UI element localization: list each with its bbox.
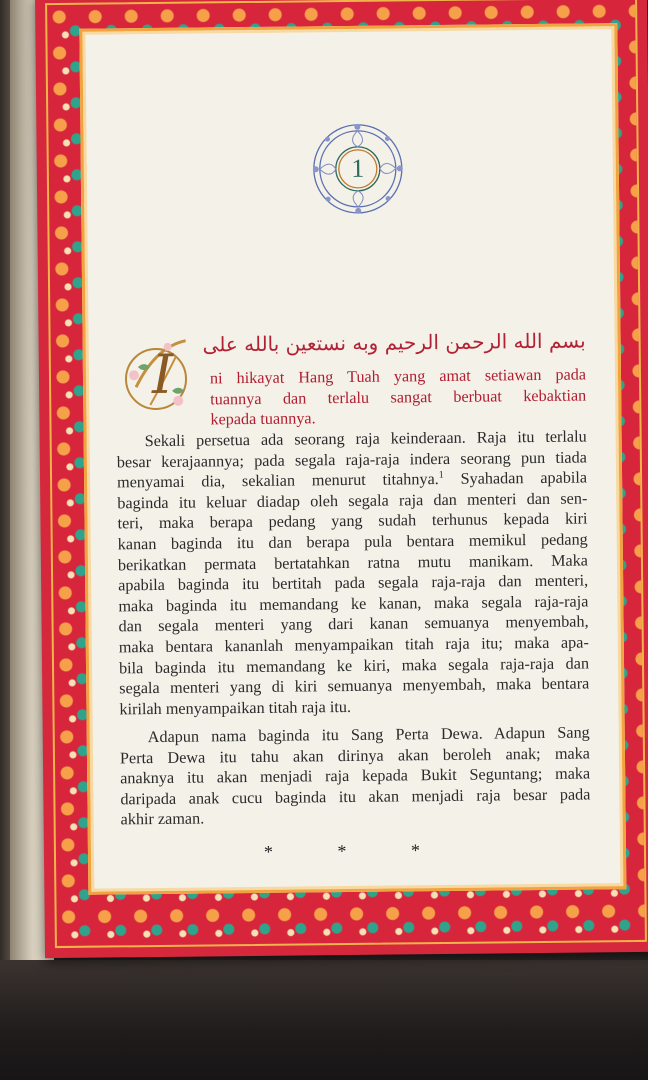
text-line: maka bentara kananlah menyampaikan titah raja itu; maka apa- <box>118 633 589 657</box>
text-segment: menyamai dia, sekalian menurut titahnya. <box>116 470 439 492</box>
dropcap <box>115 326 204 415</box>
text-line: apabila baginda itu bertitah pada segala raja-raja dan menteri, <box>118 571 589 595</box>
opening-line: kepada tuannya. <box>210 409 316 429</box>
text-line: maka baginda itu memandang ke kanan, maka segala raja-raja <box>118 592 589 616</box>
dropcap-letter: I <box>151 342 174 407</box>
text-segment: Syahadan apabila <box>443 468 588 489</box>
floral-dropcap-icon <box>115 326 204 415</box>
opening-paragraph <box>210 364 587 430</box>
background-bottom <box>0 960 648 1080</box>
paragraph-2 <box>120 722 591 830</box>
opening-line: tuannya dan terlalu sangat berbuat kebaktian <box>210 386 587 409</box>
text-line: kanan baginda itu dan berapa pula bentara memikul pedang <box>117 530 588 554</box>
paragraph-1 <box>117 426 590 719</box>
text-line: kirilah menyampaikan titah raja itu. <box>119 697 352 719</box>
section-break: * * * <box>263 839 451 862</box>
text-line: Perta Dewa itu tahu akan dirinya akan beroleh anak; maka <box>119 744 591 767</box>
body-text <box>115 322 591 829</box>
arabic-bismillah: بسم الله الرحمن الرحيم وبه نستعين بالله على <box>202 328 586 357</box>
text-line: Sekali persetua ada seorang raja keinderaan. Raja itu terlalu <box>144 427 587 451</box>
chapter-number: 1 <box>351 153 365 183</box>
text-line: berikatkan permata bertatahkan ratna mutu manikam. Maka <box>117 551 589 574</box>
text-line: dan segala menteri yang dari kanan semuanya menyembah, <box>118 612 589 636</box>
chapter-medallion <box>309 120 406 217</box>
text-line: segala menteri yang di kiri semuanya menyembah, maka bentara <box>119 674 590 698</box>
text-line: Adapun nama baginda itu Sang Perta Dewa. Adapun Sang <box>147 723 590 747</box>
page-content <box>79 23 626 895</box>
opening-line: ni hikayat Hang Tuah yang amat setiawan pada <box>209 365 587 388</box>
book-page <box>35 0 648 958</box>
text-line: besar kerajaannya; pada segala raja-raja indera seorang pun tiada <box>116 448 587 471</box>
text-line: bila baginda itu memandang ke kiri, maka segala raja-raja dan <box>118 653 590 677</box>
text-line: baginda itu keluar diadap oleh segala raja dan menteri dan sen- <box>117 489 588 513</box>
text-line: akhir zaman. <box>120 809 205 829</box>
text-line: teri, maka berapa pedang yang sudah terhunus kepada kiri <box>117 509 588 533</box>
text-line: daripada anak cucu baginda itu akan menjadi raja besar pada <box>120 785 591 809</box>
footnote-marker[interactable]: 1 <box>438 469 444 481</box>
text-line: anaknya itu akan menjadi raja kepada Bukit Seguntang; maka <box>120 764 591 788</box>
